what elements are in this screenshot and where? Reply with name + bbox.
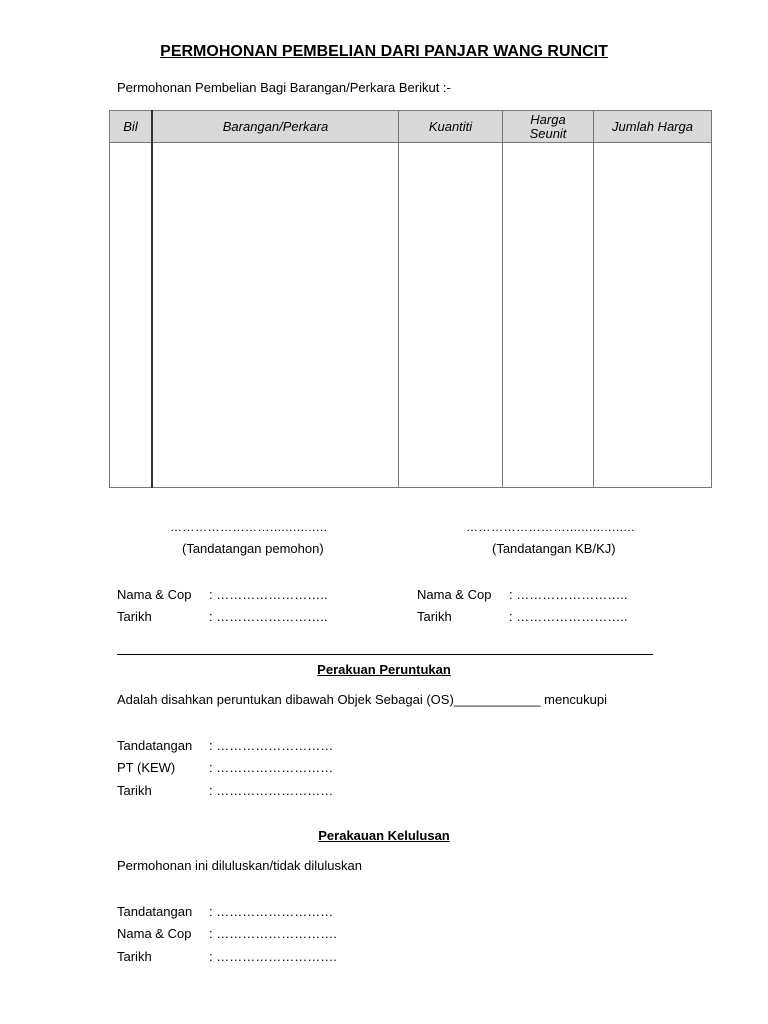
page-title: PERMOHONAN PEMBELIAN DARI PANJAR WANG RUNCIT xyxy=(160,43,608,60)
table-header-row xyxy=(110,111,712,143)
kbkj-signature-label: (Tandatangan KB/KJ) xyxy=(492,541,616,556)
cell-jumlah-harga[interactable] xyxy=(594,143,712,488)
kelulusan-heading: Perakauan Kelulusan xyxy=(318,828,450,843)
cell-bil[interactable] xyxy=(110,143,153,488)
kelulusan-tarikh-label: Tarikh xyxy=(117,949,152,964)
peruntukan-tandatangan-field[interactable]: : ……………………… xyxy=(209,738,334,753)
cell-barangan[interactable] xyxy=(152,143,399,488)
peruntukan-tarikh-field[interactable]: : ……………………… xyxy=(209,783,334,798)
right-nama-field[interactable]: : …………………….. xyxy=(509,587,628,602)
kelulusan-tandatangan-label: Tandatangan xyxy=(117,904,193,919)
right-tarikh-label: Tarikh xyxy=(417,609,452,624)
header-jumlah-harga: Jumlah Harga xyxy=(594,111,712,143)
kelulusan-tandatangan-field[interactable]: : ……………………… xyxy=(209,904,334,919)
header-harga-seunit xyxy=(503,111,594,143)
cell-kuantiti[interactable] xyxy=(399,143,503,488)
section-divider xyxy=(117,654,653,655)
left-tarikh-label: Tarikh xyxy=(117,609,152,624)
kbkj-signature-line: …………………….................. xyxy=(466,520,636,534)
header-kuantiti: Kuantiti xyxy=(399,111,503,143)
right-nama-label: Nama & Cop xyxy=(417,587,492,602)
peruntukan-tandatangan-label: Tandatangan xyxy=(117,738,193,753)
kelulusan-nama-field[interactable]: : ………………………. xyxy=(209,926,337,941)
kelulusan-nama-label: Nama & Cop xyxy=(117,926,192,941)
kelulusan-statement: Permohonan ini diluluskan/tidak diluluskan xyxy=(117,858,362,873)
applicant-signature-label: (Tandatangan pemohon) xyxy=(182,541,324,556)
kelulusan-tarikh-field[interactable]: : ………………………. xyxy=(209,949,337,964)
items-table xyxy=(109,110,712,488)
peruntukan-heading: Perakuan Peruntukan xyxy=(317,662,451,677)
peruntukan-pt-field[interactable]: : ……………………… xyxy=(209,760,334,775)
right-tarikh-field[interactable]: : …………………….. xyxy=(509,609,628,624)
cell-harga-seunit[interactable] xyxy=(503,143,594,488)
peruntukan-statement: Adalah disahkan peruntukan dibawah Objek Sebagai (OS)____________ mencukupi xyxy=(117,692,608,707)
intro-text: Permohonan Pembelian Bagi Barangan/Perkara Berikut :- xyxy=(117,80,451,95)
peruntukan-pt-label: PT (KEW) xyxy=(117,760,176,775)
left-nama-label: Nama & Cop xyxy=(117,587,192,602)
applicant-signature-line: ……………………............... xyxy=(170,520,328,534)
left-tarikh-field[interactable]: : …………………….. xyxy=(209,609,328,624)
header-bil: Bil xyxy=(110,111,153,143)
header-harga-line2: Seunit xyxy=(529,125,567,141)
peruntukan-tarikh-label: Tarikh xyxy=(117,783,152,798)
table-body-row xyxy=(110,143,712,488)
left-nama-field[interactable]: : …………………….. xyxy=(209,587,328,602)
header-harga-line1: Harga xyxy=(530,111,566,127)
header-barangan: Barangan/Perkara xyxy=(152,111,399,143)
